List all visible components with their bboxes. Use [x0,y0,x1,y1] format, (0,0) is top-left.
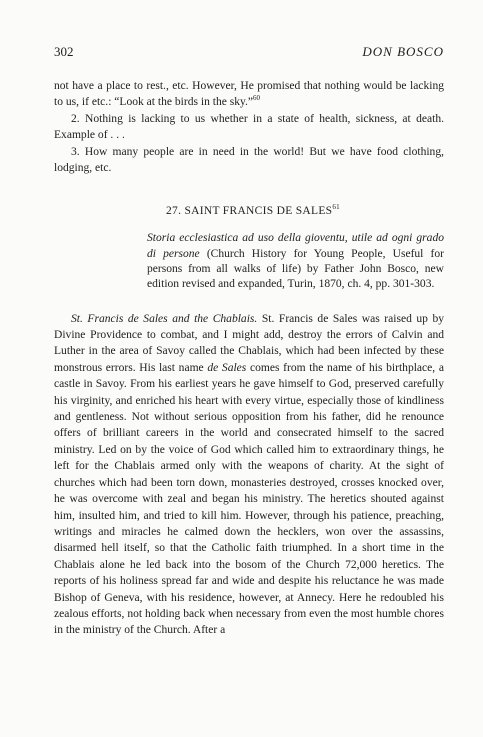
footnote-ref-61: 61 [332,203,340,212]
running-head [54,44,444,60]
body-part-1: St. Francis de Sales was raised up by Divine Providence to combat, and I might add, destroy the errors of Calvin and Luther in the area of Savoy called the Chablais, which had been infected by these monstrous errors. His last name [54,312,445,374]
intro-paragraph [54,78,444,111]
book-page [54,44,444,639]
footnote-ref-60: 60 [253,94,261,103]
section-lead: St. Francis de Sales and the Chablais. [71,312,258,325]
body-paragraph [54,311,444,639]
running-title: DON BOSCO [362,44,444,59]
intro-section [54,78,444,176]
chapter-heading [54,205,444,217]
source-rest: (Church History for Young People, Useful for persons from all walks of life) by Father John Bosco, new edition revised and expanded, Turin, 1870, ch. 4, pp. 301-303. [147,247,444,291]
source-citation [147,231,444,292]
body-text [54,311,444,639]
body-part-2: comes from the name of his birthplace, a castle in Savoy. From his earliest years he gave himself to God, preserved carefully his virginity, and enriched his heart with every virtue, especially those of kindliness and gentleness. Not without serious opposition from his father, did he renounce offers of brilliant careers in the world and consecrated himself to the sacred ministry. Led on by the voice of God which called him to extraordinary things, he left for the Chablais armed only with the weapons of charity. At the sight of churches which had been torn down, monasteries destroyed, crosses knocked over, he was overcome with zeal and began his ministry. The heretics shouted against him, insulted him, and tried to kill him. However, through his patience, preaching, writings and miracles he calmed down the hecklers, won over the assassins, disarmed hell itself, so that the Catholic faith triumphed. In a short time in the Chablais alone he led back into the bosom of the Church 72,000 heretics. The reports of his holiness spread far and wide and despite his reluctance he was made Bishop of Geneva, with his residence, however, at Annecy. Here he redoubled his zealous efforts, not holding back when necessary from even the most humble chores in the ministry of the Church. After a [54,361,444,637]
source-italic-title: Storia ecclesiastica ad uso della gioventu, utile ad ogni grado di persone [147,232,444,260]
page-number: 302 [54,44,74,59]
chapter-title: 27. SAINT FRANCIS DE SALES [166,205,333,218]
de-sales-italic: de Sales [207,361,247,374]
intro-item-2: 2. Nothing is lacking to us whether in a state of health, sickness, at death. Example of . . . [54,112,444,142]
intro-line: not have a place to rest., etc. However, He promised that nothing would be lacking to us, if etc.: “Look at the birds in the sky.” [54,80,444,109]
intro-item-3: 3. How many people are in need in the world! But we have food clothing, lodging, etc. [54,145,444,175]
